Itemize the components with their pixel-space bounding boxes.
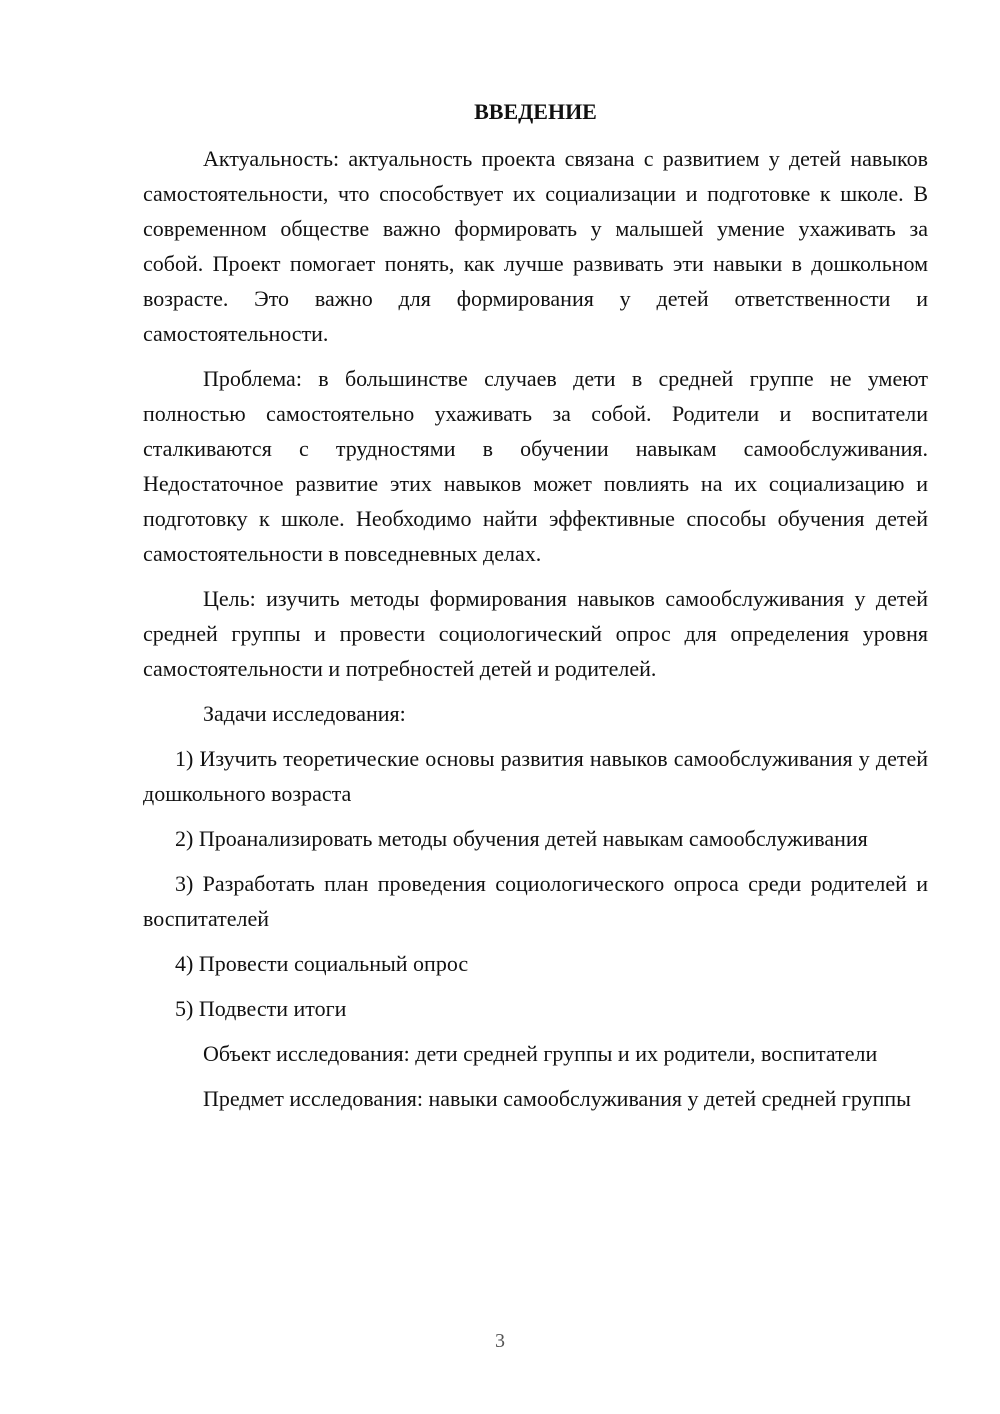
page-content (143, 94, 928, 1126)
tasks-heading: Задачи исследования: (203, 701, 406, 726)
paragraph-problem: Проблема: в большинстве случаев дети в средней группе не умеют полностью самостоятельно ухаживать за собой. Родители и воспитатели сталкиваются с трудностями в обучении навыкам самообслуживания. Недостаточное развитие этих навыков может повлиять на их социализацию и подготовку к школе. Необходимо найти эффективные способы обучения детей самостоятельности в повседневных делах. (143, 366, 928, 566)
paragraph-object: Объект исследования: дети средней группы и их родители, воспитатели (203, 1041, 878, 1066)
paragraph-relevance: Актуальность: актуальность проекта связана с развитием у детей навыков самостоятельности, что способствует их социализации и подготовке к школе. В современном обществе важно формировать у малышей умение ухаживать за собой. Проект помогает понять, как лучше развивать эти навыки в дошкольном возрасте. Это важно для формирования у детей ответственности и самостоятельности. (143, 146, 928, 346)
task-item: 1) Изучить теоретические основы развития навыков самообслуживания у детей дошкольного возраста (143, 746, 928, 806)
paragraph-goal: Цель: изучить методы формирования навыков самообслуживания у детей средней группы и провести социологический опрос для определения уровня самостоятельности и потребностей детей и родителей. (143, 586, 928, 681)
task-item: 2) Проанализировать методы обучения детей навыкам самообслуживания (175, 826, 868, 851)
paragraph-subject: Предмет исследования: навыки самообслуживания у детей средней группы (203, 1086, 911, 1111)
task-item: 3) Разработать план проведения социологического опроса среди родителей и воспитателей (143, 871, 928, 931)
page-number: 3 (495, 1330, 505, 1352)
page-title: ВВЕДЕНИЕ (474, 99, 597, 124)
task-item: 5) Подвести итоги (175, 996, 347, 1021)
task-item: 4) Провести социальный опрос (175, 951, 469, 976)
